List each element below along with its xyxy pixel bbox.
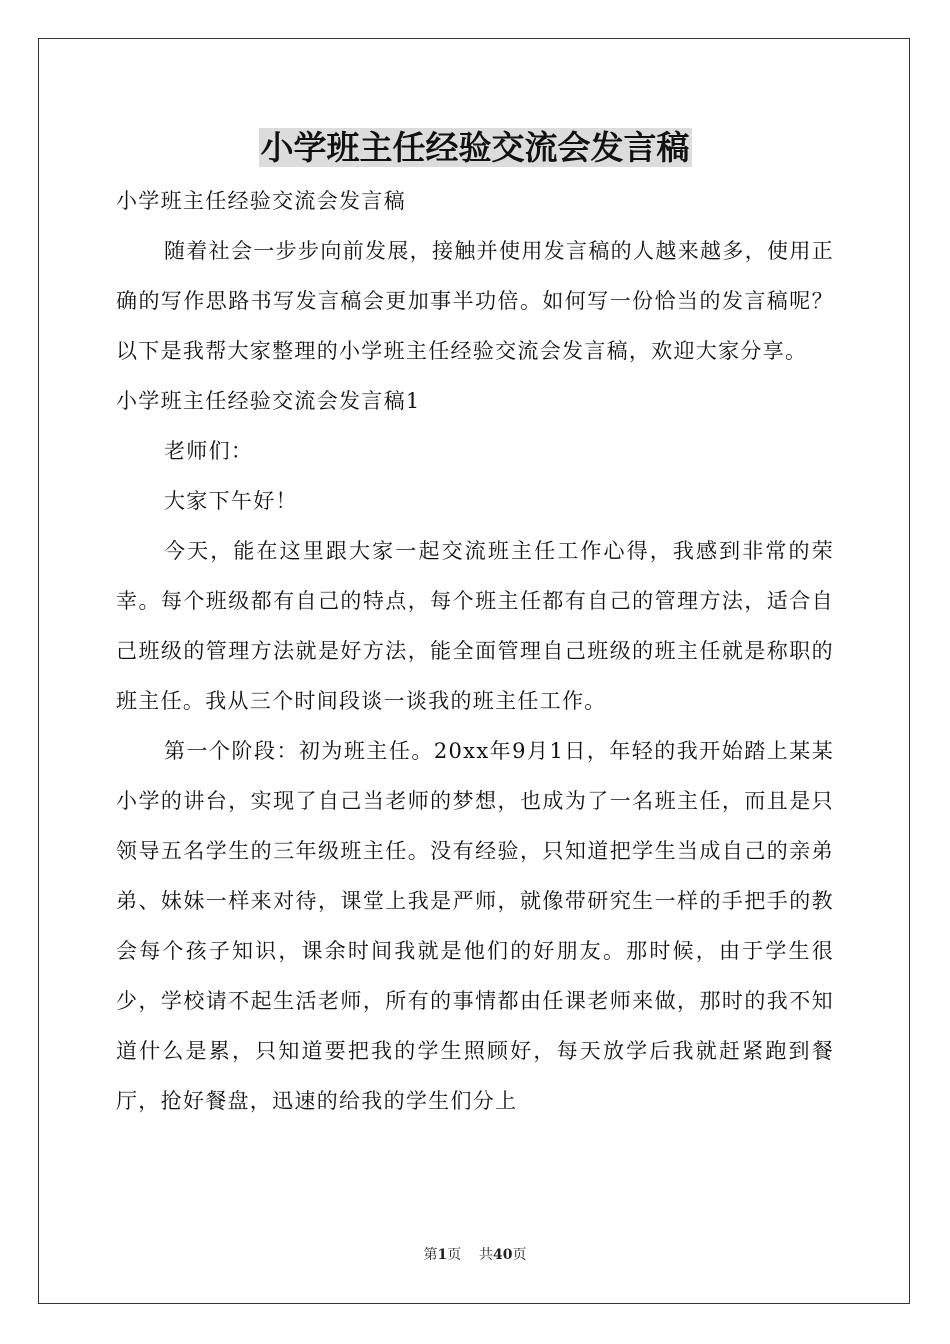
footer-page-current: 1 bbox=[437, 1247, 448, 1263]
paragraph-greeting: 大家下午好！ bbox=[164, 489, 298, 513]
paragraph-heading: 小学班主任经验交流会发言稿 bbox=[116, 189, 406, 213]
footer-page-total: 40 bbox=[493, 1247, 513, 1263]
paragraph-intro: 随着社会一步步向前发展，接触并使用发言稿的人越来越多，使用正确的写作思路书写发言稿会更加事半功倍。如何写一份恰当的发言稿呢？以下是我帮大家整理的小学班主任经验交流会发言稿，欢迎大家分享。 bbox=[116, 239, 834, 363]
footer-page-suffix: 页 bbox=[447, 1247, 462, 1263]
paragraph-body: 第一个阶段：初为班主任。20xx年9月1日，年轻的我开始踏上某某小学的讲台，实现了自己当老师的梦想，也成为了一名班主任，而且是只领导五名学生的三年级班主任。没有经验，只知道把学生当成自己的亲弟弟、妹妹一样来对待，课堂上我是严师，就像带研究生一样的手把手的教会每个孩子知识，课余时间我就是他们的好朋友。那时候，由于学生很少，学校请不起生活老师，所有的事情都由任课老师来做，那时的我不知道什么是累，只知道要把我的学生照顾好，每天放学后我就赶紧跑到餐厅，抢好餐盘，迅速的给我的学生们分上 bbox=[116, 739, 834, 1113]
paragraph-salutation: 老师们： bbox=[164, 439, 254, 463]
document-title-text: 小学班主任经验交流会发言稿 bbox=[260, 128, 690, 167]
document-body bbox=[116, 176, 834, 1126]
footer-page-prefix: 第 bbox=[423, 1247, 438, 1263]
footer-total-suffix: 页 bbox=[512, 1247, 527, 1263]
document-title bbox=[0, 126, 950, 170]
paragraph-body: 今天，能在这里跟大家一起交流班主任工作心得，我感到非常的荣幸。每个班级都有自己的特点，每个班主任都有自己的管理方法，适合自己班级的管理方法就是好方法，能全面管理自己班级的班主任就是称职的班主任。我从三个时间段谈一谈我的班主任工作。 bbox=[116, 539, 834, 713]
footer-total-prefix: 共 bbox=[479, 1247, 494, 1263]
paragraph-subheading: 小学班主任经验交流会发言稿1 bbox=[116, 389, 421, 413]
page-footer bbox=[0, 1245, 950, 1265]
